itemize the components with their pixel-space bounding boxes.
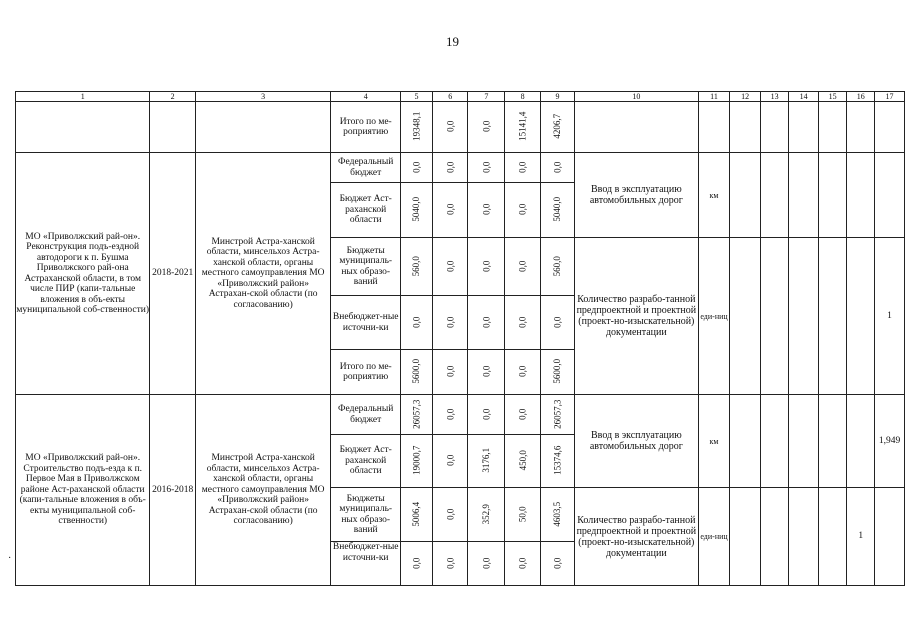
empty-cell <box>818 488 847 586</box>
col-header: 16 <box>847 92 875 102</box>
indicator-cell: Ввод в эксплуатацию автомобильных дорог <box>574 395 698 488</box>
indicator-cell: Ввод в эксплуатацию автомобильных дорог <box>574 153 698 238</box>
empty-cell <box>847 395 875 488</box>
value-cell <box>433 542 468 586</box>
value-text: 0,0 <box>552 161 563 173</box>
value-text: 0,0 <box>444 316 455 328</box>
value-cell <box>433 102 468 153</box>
value-text: 0,0 <box>517 557 528 569</box>
header-row <box>16 92 905 102</box>
value-cell <box>541 102 575 153</box>
target-value: 1,949 <box>875 395 905 488</box>
value-text: 0,0 <box>517 260 528 272</box>
value-text: 0,0 <box>481 120 492 133</box>
value-cell <box>468 488 505 542</box>
empty-cell <box>730 488 761 586</box>
period-cell: 2016-2018 <box>150 395 195 586</box>
target-value: 1 <box>847 488 875 586</box>
value-text: 0,0 <box>444 120 455 133</box>
value-text: 0,0 <box>552 316 563 328</box>
col-header: 8 <box>505 92 541 102</box>
value-text: 5006,4 <box>411 501 422 527</box>
value-text: 0,0 <box>444 161 455 173</box>
col-header: 13 <box>760 92 789 102</box>
value-cell <box>401 488 433 542</box>
value-text: 560,0 <box>552 255 563 277</box>
value-text: 0,0 <box>517 316 528 328</box>
value-cell <box>468 350 505 395</box>
value-cell <box>505 153 541 183</box>
value-text: 26057,3 <box>411 399 422 429</box>
measure-name: МО «Приволжский рай-он». Реконструкция подъ-ездной автодороги к п. Бушма Приволжского рай-она Астраханской области, в том числе ПИР (капи-тальные вложения в объ-екты муниципальной соб-ственности) <box>16 153 150 395</box>
empty-cell <box>789 102 819 153</box>
col-header: 14 <box>789 92 819 102</box>
empty-cell <box>789 238 819 395</box>
source-cell: Федеральный бюджет <box>331 395 401 435</box>
empty-cell <box>847 238 875 395</box>
value-text: 4603,5 <box>552 501 563 527</box>
col-header: 11 <box>698 92 730 102</box>
value-cell <box>468 238 505 296</box>
value-cell <box>433 350 468 395</box>
source-cell: Бюджет Аст-раханской области <box>331 435 401 488</box>
margin-mark: · <box>8 553 12 564</box>
source-cell: Внебюджет-ные источни-ки <box>331 296 401 350</box>
value-text: 0,0 <box>481 557 492 569</box>
empty-cell <box>875 153 905 238</box>
empty-cell <box>875 102 905 153</box>
value-text: 50,0 <box>517 506 528 522</box>
value-cell <box>505 238 541 296</box>
target-value: 1 <box>875 238 905 395</box>
col-header: 15 <box>818 92 847 102</box>
executor-cell: Минстрой Астра-ханской области, минсельхоз Астра-ханской области, органы местного самоуправления МО «Приволжский район» Астрахан-ской области (по согласованию) <box>195 395 330 586</box>
value-cell <box>401 153 433 183</box>
col-header: 10 <box>574 92 698 102</box>
value-cell <box>468 296 505 350</box>
empty-cell <box>760 153 789 238</box>
value-cell <box>541 488 575 542</box>
value-cell <box>401 183 433 238</box>
executor-cell: Минстрой Астра-ханской области, минсельхоз Астра-ханской области, органы местного самоуправления МО «Приволжский район» Астрахан-ской области (по согласованию) <box>195 153 330 395</box>
empty-cell <box>150 102 195 153</box>
value-text: 0,0 <box>481 365 492 378</box>
value-text: 19348,1 <box>411 111 422 142</box>
value-cell <box>433 153 468 183</box>
empty-cell <box>818 153 847 238</box>
value-cell <box>505 395 541 435</box>
col-header: 4 <box>331 92 401 102</box>
value-cell <box>401 395 433 435</box>
empty-cell <box>789 488 819 586</box>
table-row <box>16 102 905 153</box>
empty-cell <box>730 395 761 488</box>
source-cell: Итого по ме-роприятию <box>331 102 401 153</box>
value-text: 3176,1 <box>481 448 492 473</box>
empty-cell <box>818 238 847 395</box>
value-text: 5040,0 <box>411 197 422 222</box>
empty-cell <box>730 102 761 153</box>
value-cell <box>468 395 505 435</box>
value-cell <box>505 183 541 238</box>
value-text: 19000,7 <box>411 445 422 476</box>
source-cell: Бюджеты муниципаль-ных образо-ваний <box>331 238 401 296</box>
empty-cell <box>760 488 789 586</box>
empty-cell <box>730 238 761 395</box>
value-text: 0,0 <box>517 408 528 420</box>
empty-cell <box>760 238 789 395</box>
empty-cell <box>875 488 905 586</box>
empty-cell <box>730 153 761 238</box>
empty-cell <box>760 395 789 488</box>
value-cell <box>505 296 541 350</box>
value-cell <box>505 102 541 153</box>
col-header: 1 <box>16 92 150 102</box>
empty-cell <box>847 102 875 153</box>
value-cell <box>433 183 468 238</box>
value-cell <box>505 350 541 395</box>
indicator-cell: Количество разрабо-танной предпроектной и проектной (проект-но-изыскательной) документации <box>574 488 698 586</box>
empty-cell <box>574 102 698 153</box>
value-text: 5040,0 <box>552 197 563 222</box>
value-cell <box>505 435 541 488</box>
value-text: 0,0 <box>411 557 422 569</box>
value-text: 0,0 <box>444 365 455 378</box>
value-text: 560,0 <box>411 255 422 277</box>
col-header: 2 <box>150 92 195 102</box>
source-cell: Бюджеты муниципаль-ных образо-ваний <box>331 488 401 542</box>
source-cell: Внебюджет-ные источни-ки <box>331 542 401 586</box>
value-cell <box>468 102 505 153</box>
value-text: 0,0 <box>444 408 455 420</box>
value-text: 0,0 <box>517 203 528 216</box>
value-cell <box>433 395 468 435</box>
empty-cell <box>698 102 730 153</box>
table-row <box>16 395 905 435</box>
value-cell <box>541 183 575 238</box>
value-cell <box>433 435 468 488</box>
value-text: 0,0 <box>444 203 455 216</box>
value-text: 4206,7 <box>552 114 563 139</box>
period-cell: 2018-2021 <box>150 153 195 395</box>
measure-name: МО «Приволжский рай-он». Строительство подъ-езда к п. Первое Мая в Приволжском районе Аст-раханской области (капи-тальные вложения в объ-екты муниципальной соб-ственности) <box>16 395 150 586</box>
col-header: 5 <box>401 92 433 102</box>
unit-cell: еди-ниц <box>698 488 730 586</box>
empty-cell <box>847 153 875 238</box>
value-text: 0,0 <box>481 203 492 216</box>
value-cell <box>401 435 433 488</box>
col-header: 3 <box>195 92 330 102</box>
program-table <box>15 91 905 586</box>
value-cell <box>468 183 505 238</box>
source-cell: Федеральный бюджет <box>331 153 401 183</box>
value-cell <box>541 153 575 183</box>
page-number: 19 <box>446 34 459 49</box>
value-cell <box>401 350 433 395</box>
value-cell <box>541 296 575 350</box>
value-text: 0,0 <box>481 260 492 272</box>
value-cell <box>541 395 575 435</box>
col-header: 17 <box>875 92 905 102</box>
value-text: 5600,0 <box>552 359 563 384</box>
col-header: 6 <box>433 92 468 102</box>
source-cell: Бюджет Аст-раханской области <box>331 183 401 238</box>
value-cell <box>468 153 505 183</box>
empty-cell <box>195 102 330 153</box>
empty-cell <box>818 102 847 153</box>
value-cell <box>401 238 433 296</box>
value-cell <box>433 296 468 350</box>
value-text: 0,0 <box>411 316 422 328</box>
unit-cell: км <box>698 153 730 238</box>
empty-cell <box>760 102 789 153</box>
value-text: 0,0 <box>444 454 455 467</box>
value-text: 0,0 <box>517 161 528 173</box>
empty-cell <box>789 395 819 488</box>
value-text: 15374,6 <box>552 445 563 476</box>
value-text: 0,0 <box>444 260 455 272</box>
empty-cell <box>818 395 847 488</box>
value-text: 0,0 <box>411 161 422 173</box>
value-cell <box>401 296 433 350</box>
empty-cell <box>16 102 150 153</box>
value-text: 0,0 <box>444 557 455 569</box>
value-text: 26057,3 <box>552 399 563 429</box>
value-text: 0,0 <box>444 508 455 520</box>
value-cell <box>541 435 575 488</box>
col-header: 12 <box>730 92 761 102</box>
col-header: 7 <box>468 92 505 102</box>
value-text: 15141,4 <box>517 111 528 142</box>
unit-cell: еди-ниц <box>698 238 730 395</box>
unit-cell: км <box>698 395 730 488</box>
value-cell <box>541 350 575 395</box>
col-header: 9 <box>541 92 575 102</box>
value-cell <box>433 488 468 542</box>
value-text: 0,0 <box>481 408 492 420</box>
table-row <box>16 153 905 183</box>
value-text: 352,9 <box>481 503 492 525</box>
value-cell <box>541 542 575 586</box>
value-cell <box>505 488 541 542</box>
value-cell <box>433 238 468 296</box>
value-cell <box>505 542 541 586</box>
value-cell <box>541 238 575 296</box>
value-cell <box>401 102 433 153</box>
source-cell: Итого по ме-роприятию <box>331 350 401 395</box>
indicator-cell: Количество разрабо-танной предпроектной и проектной (проект-но-изыскательной) документации <box>574 238 698 395</box>
value-text: 0,0 <box>517 365 528 378</box>
value-cell <box>401 542 433 586</box>
empty-cell <box>789 153 819 238</box>
value-cell <box>468 542 505 586</box>
value-text: 0,0 <box>481 161 492 173</box>
value-cell <box>468 435 505 488</box>
value-text: 0,0 <box>552 557 563 569</box>
value-text: 5600,0 <box>411 359 422 384</box>
value-text: 0,0 <box>481 316 492 328</box>
value-text: 450,0 <box>517 450 528 471</box>
